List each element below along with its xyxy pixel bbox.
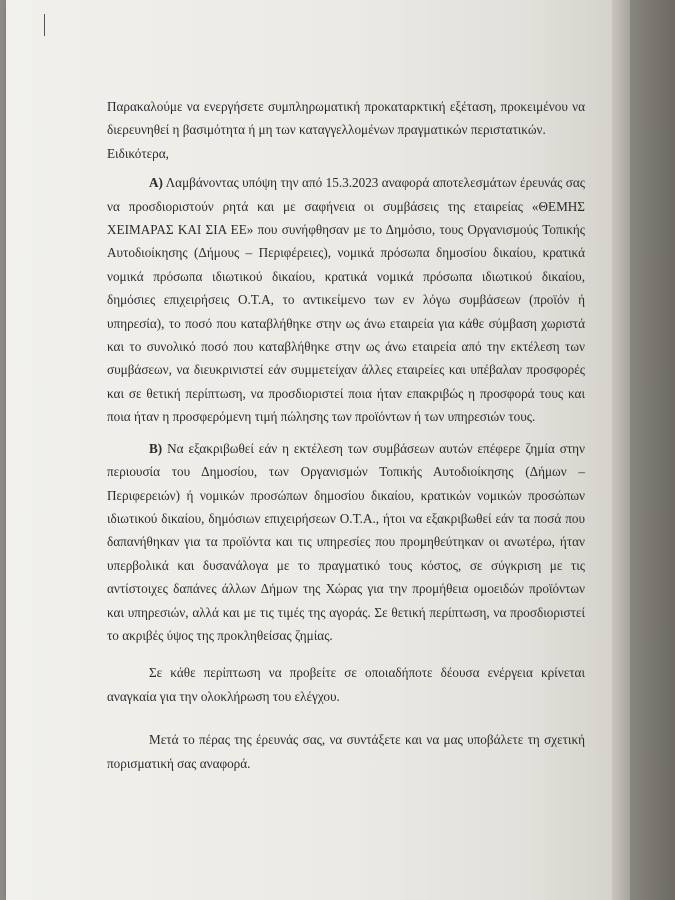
section-b-label: Β) bbox=[149, 440, 163, 456]
section-a-label: Α) bbox=[149, 175, 163, 191]
section-a-text: Λαμβάνοντας υπόψη την από 15.3.2023 αναφορά αποτελεσμάτων έρευνάς σας να προσδιοριστούν ρητά και με σαφήνεια οι συμβάσεις της εταιρείας «ΘΕΜΗΣ ΧΕΙΜΑΡΑΣ ΚΑΙ ΣΙΑ ΕΕ» που συνήφθησαν με το Δημόσιο, τους Οργανισμούς Τοπικής Αυτοδιοίκησης (Δήμους – Περιφέρειες), νομικά πρόσωπα δημοσίου δικαίου, κρατικά νομικά πρόσωπα ιδιωτικού δικαίου, κρατικά νομικά πρόσωπα ιδιωτικού δικαίου, δημόσιες επιχειρήσεις Ο.Τ.Α, το αντικείμενο των εν λόγω συμβάσεων (προϊόν ή υπηρεσία), το ποσό που καταβλήθηκε στην ως άνω εταιρεία για κάθε σύμβαση χωριστά και το συνολικό ποσό που καταβλήθηκε στην ως άνω εταιρεία από την εκτέλεση των συμβάσεων, να διευκρινιστεί εάν συμμετείχαν άλλες εταιρείες και υπέβαλαν προσφορές και σε θετική περίπτωση, να προσδιοριστεί ποια ήταν επακριβώς η προσφορά τους και ποια ήταν η προσφερόμενη τιμή πώλησης των προϊόντων ή των υπηρεσιών τους. bbox=[107, 175, 585, 425]
document-body bbox=[107, 95, 585, 775]
paragraph-d: Μετά το πέρας της έρευνάς σας, να συντάξετε και να μας υποβάλετε τη σχετική πορισματική σας αναφορά. bbox=[107, 732, 585, 771]
paper-edge bbox=[612, 0, 630, 900]
paragraph-c: Σε κάθε περίπτωση να προβείτε σε οποιαδήποτε δέουσα ενέργεια κρίνεται αναγκαία για την ολοκλήρωση του ελέγχου. bbox=[107, 665, 585, 704]
intro-tail: Ειδικότερα, bbox=[107, 145, 169, 161]
intro-paragraph bbox=[107, 95, 585, 165]
fold-mark bbox=[44, 14, 45, 36]
section-b-text: Να εξακριβωθεί εάν η εκτέλεση των συμβάσεων αυτών επέφερε ζημία στην περιουσία του Δημοσίου, των Οργανισμών Τοπικής Αυτοδιοίκησης (Δήμων – Περιφερειών) ή νομικών προσώπων δημοσίου δικαίου, κρατικών νομικών προσώπων ιδιωτικού δικαίου, δημόσιων επιχειρήσεων Ο.Τ.Α., ήτοι να εξακριβωθεί εάν τα ποσά που δαπανήθηκαν για τα προϊόντα και τις υπηρεσίες που προμηθεύτηκαν οι ανωτέρω, ήταν υπερβολικά και δυσανάλογα με το πραγματικό τους κόστος, σε σύγκριση με τις αντίστοιχες δαπάνες άλλων Δήμων της Χώρας για την προμήθεια ομοειδών προϊόντων και υπηρεσιών, αλλά και με τις τιμές της αγοράς. Σε θετική περίπτωση, να προσδιοριστεί το ακριβές ύψος της προκληθείσας ζημίας. bbox=[107, 440, 585, 643]
intro-text: Παρακαλούμε να ενεργήσετε συμπληρωματική προκαταρκτική εξέταση, προκειμένου να διερευνηθεί η βασιμότητα ή μη των καταγγελλομένων πραγματικών περιστατικών. bbox=[107, 99, 585, 138]
section-a-paragraph bbox=[107, 171, 585, 428]
section-b-paragraph bbox=[107, 437, 585, 648]
